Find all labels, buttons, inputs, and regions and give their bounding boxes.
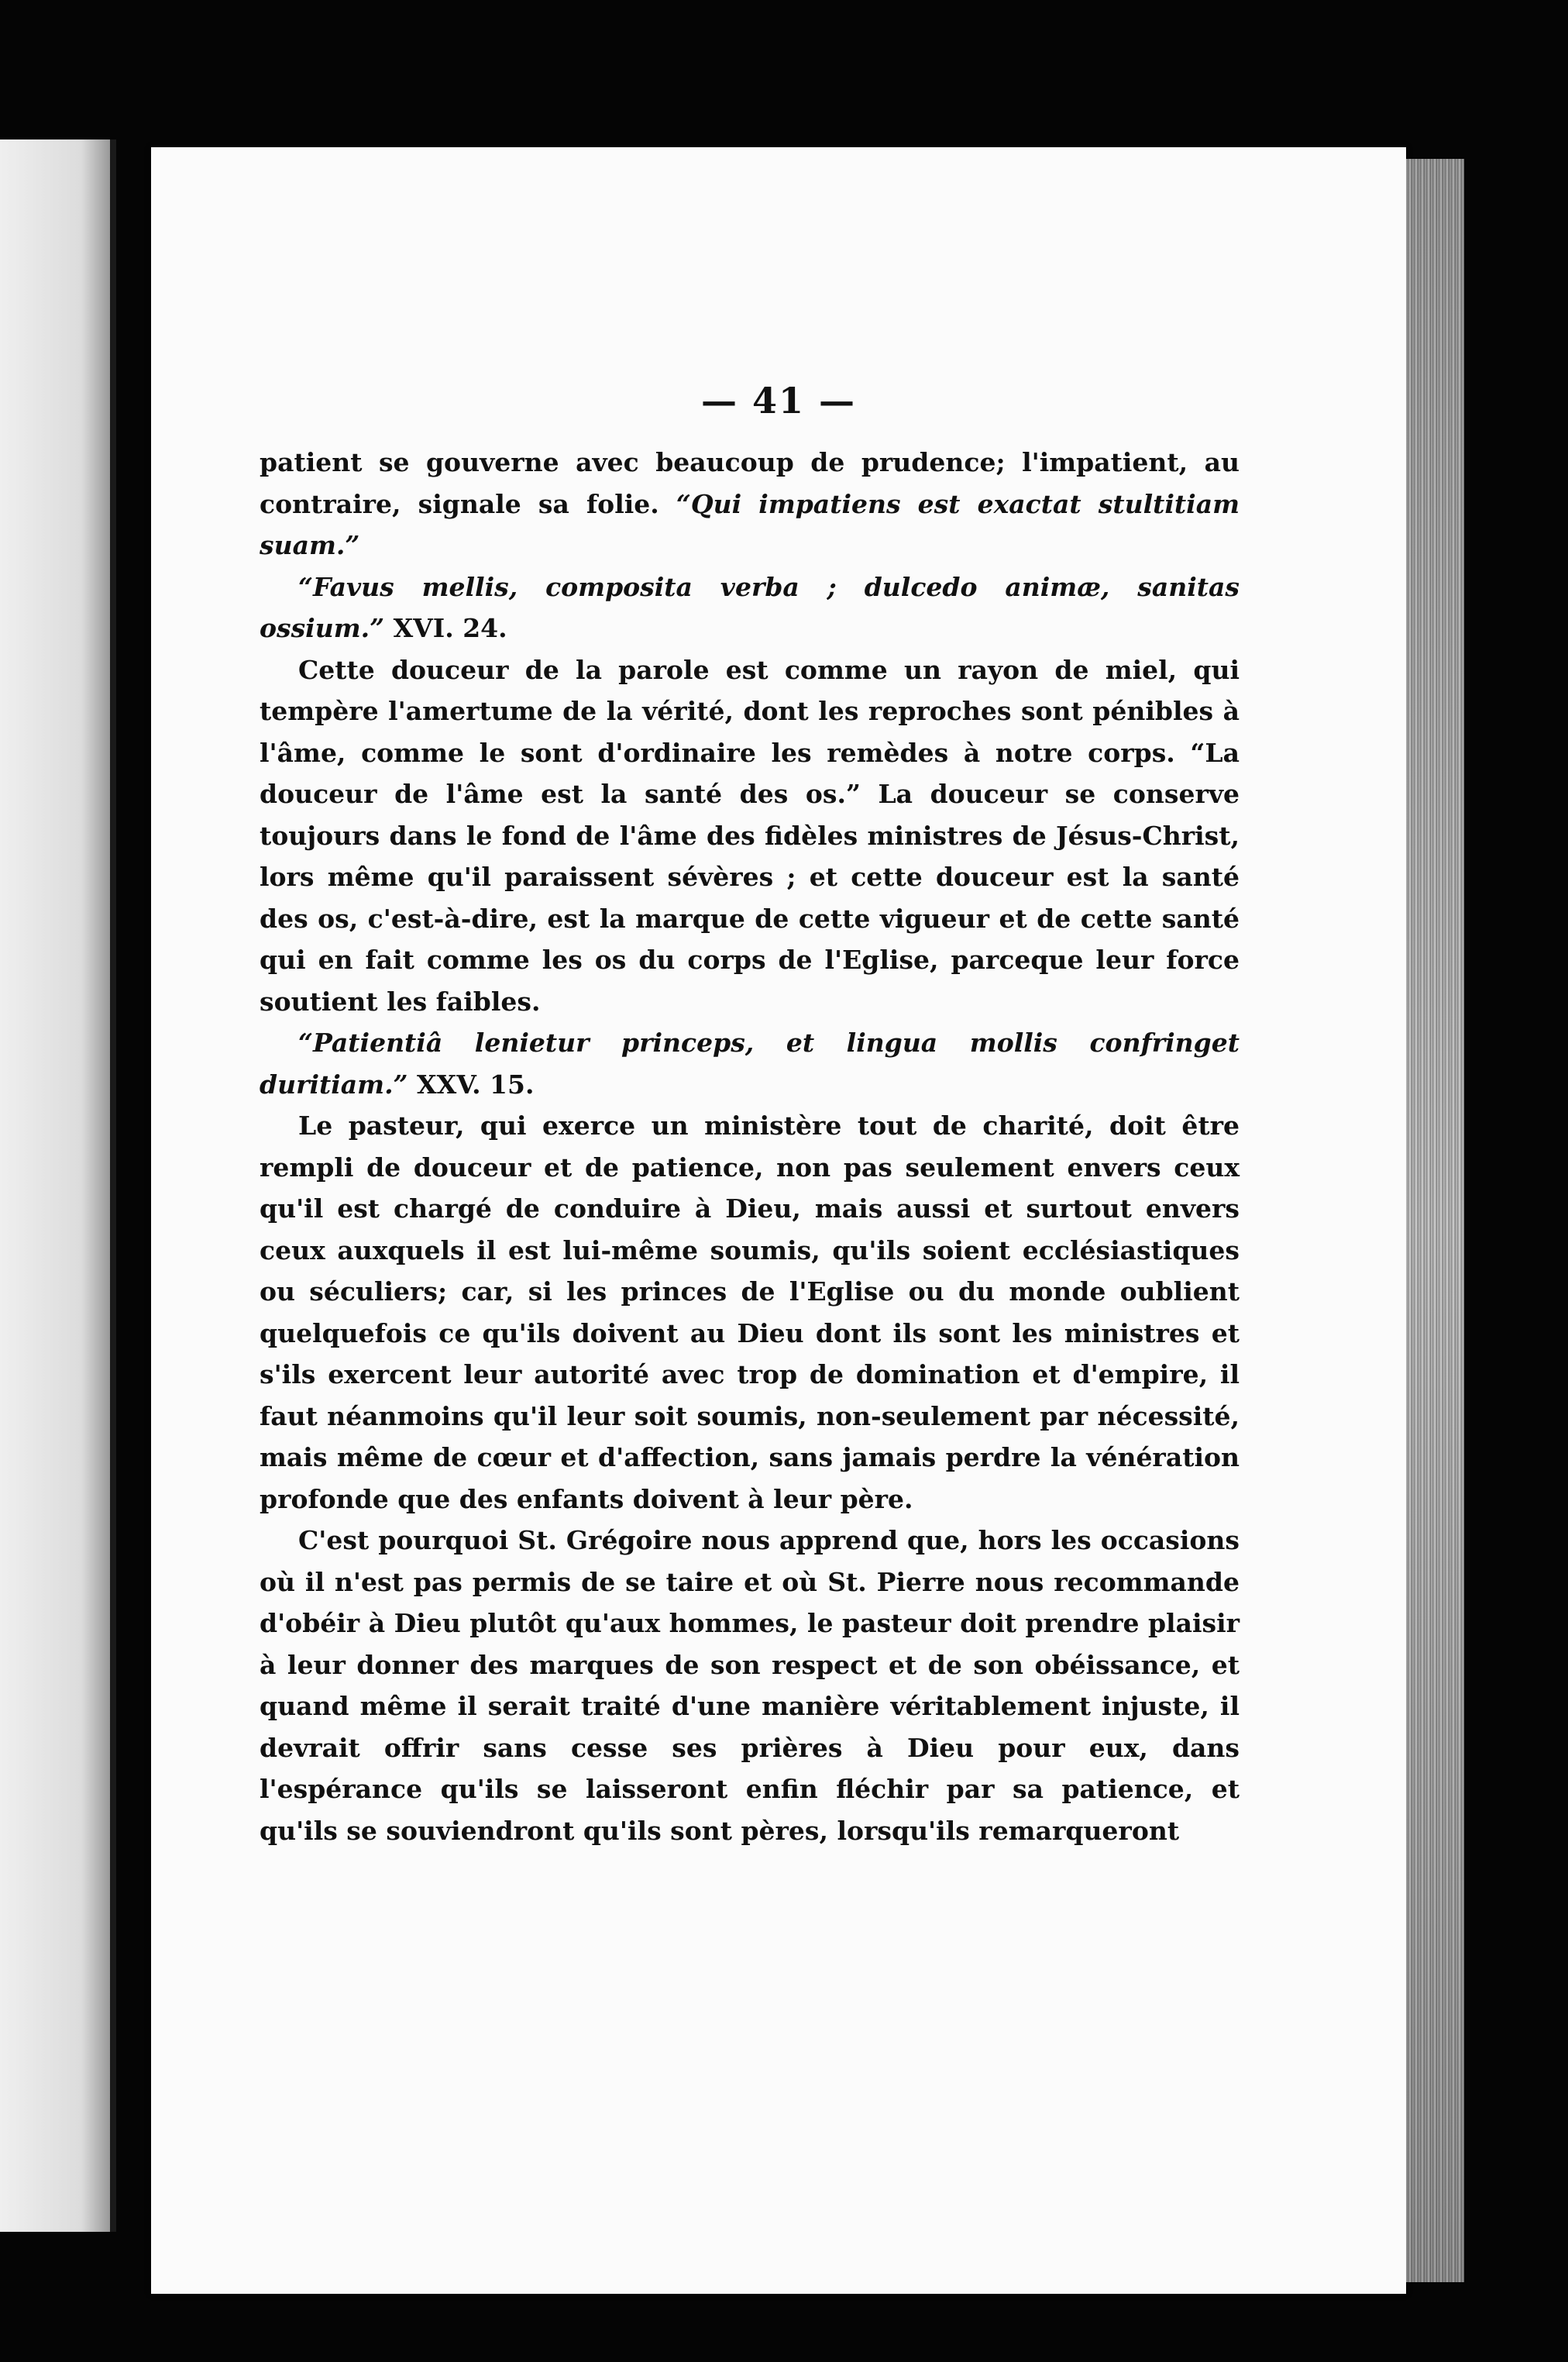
page-text — [260, 442, 1240, 1851]
latin-quote: “Qui impatiens est exactat stultitiam suam.” — [260, 488, 1240, 560]
facing-page-edge — [0, 139, 116, 2232]
book-page — [151, 147, 1406, 2294]
paragraph — [260, 1520, 1240, 1851]
paragraph — [260, 442, 1240, 566]
text-run: C'est pourquoi St. Grégoire nous apprend que, hors les occasions où il n'est pas permis de se taire et où St. Pierre nous recommande d'obéir à Dieu plutôt qu'aux hommes, le pasteur doit prendre plaisir à leur donner des marques de son respect et de son obéissance, et quand même il serait traité d'une manière véritablement injuste, il devrait offrir sans cesse ses prières à Dieu pour eux, dans l'espérance qu'ils se laisseront enfin fléchir par sa patience, et qu'ils se souviendront qu'ils sont pères, lorsqu'ils remarqueront — [260, 1525, 1240, 1846]
latin-quote: “Patientiâ lenietur princeps, et lingua mollis confringet duritiam.” — [260, 1028, 1240, 1100]
page-number: — 41 — — [700, 380, 857, 422]
paragraph — [260, 1105, 1240, 1520]
page-stack-edge — [1406, 159, 1464, 2282]
text-run: patient se gouverne avec beaucoup de prudence; l'impatient, au contraire, signale sa folie. — [260, 447, 1240, 519]
text-run: Le pasteur, qui exerce un ministère tout de charité, doit être rempli de douceur et de patience, non pas seulement envers ceux qu'il est chargé de conduire à Dieu, mais aussi et surtout envers ceux auxquels il est lui-même soumis, qu'ils soient ecclésiastiques ou séculiers; car, si les princes de l'Eglise ou du monde oublient quelquefois ce qu'ils doivent au Dieu dont ils sont les ministres et s'ils exercent leur autorité avec trop de domination et d'empire, il faut néanmoins qu'il leur soit soumis, non-seulement par nécessité, mais même de cœur et d'affection, sans jamais perdre la vénération profonde que des enfants doivent à leur père. — [260, 1110, 1240, 1514]
paragraph — [260, 1022, 1240, 1105]
paragraph — [260, 649, 1240, 1023]
paragraph — [260, 566, 1240, 649]
verse-reference: XVI. 24. — [384, 613, 507, 643]
latin-quote: “Favus mellis, composita verba ; dulcedo animæ, sanitas ossium.” — [260, 571, 1240, 643]
text-run: Cette douceur de la parole est comme un rayon de miel, qui tempère l'amertume de la vérité, dont les reproches sont pénibles à l'âme, comme le sont d'ordinaire les remèdes à notre corps. “La douceur de l'âme est la santé des os.” La douceur se conserve toujours dans le fond de l'âme des fidèles ministres de Jésus-Christ, lors même qu'il paraissent sévères ; et cette douceur est la santé des os, c'est-à-dire, est la marque de cette vigueur et de cette santé qui en fait comme les os du corps de l'Eglise, parceque leur force soutient les faibles. — [260, 654, 1240, 1017]
verse-reference: XXV. 15. — [407, 1069, 535, 1100]
